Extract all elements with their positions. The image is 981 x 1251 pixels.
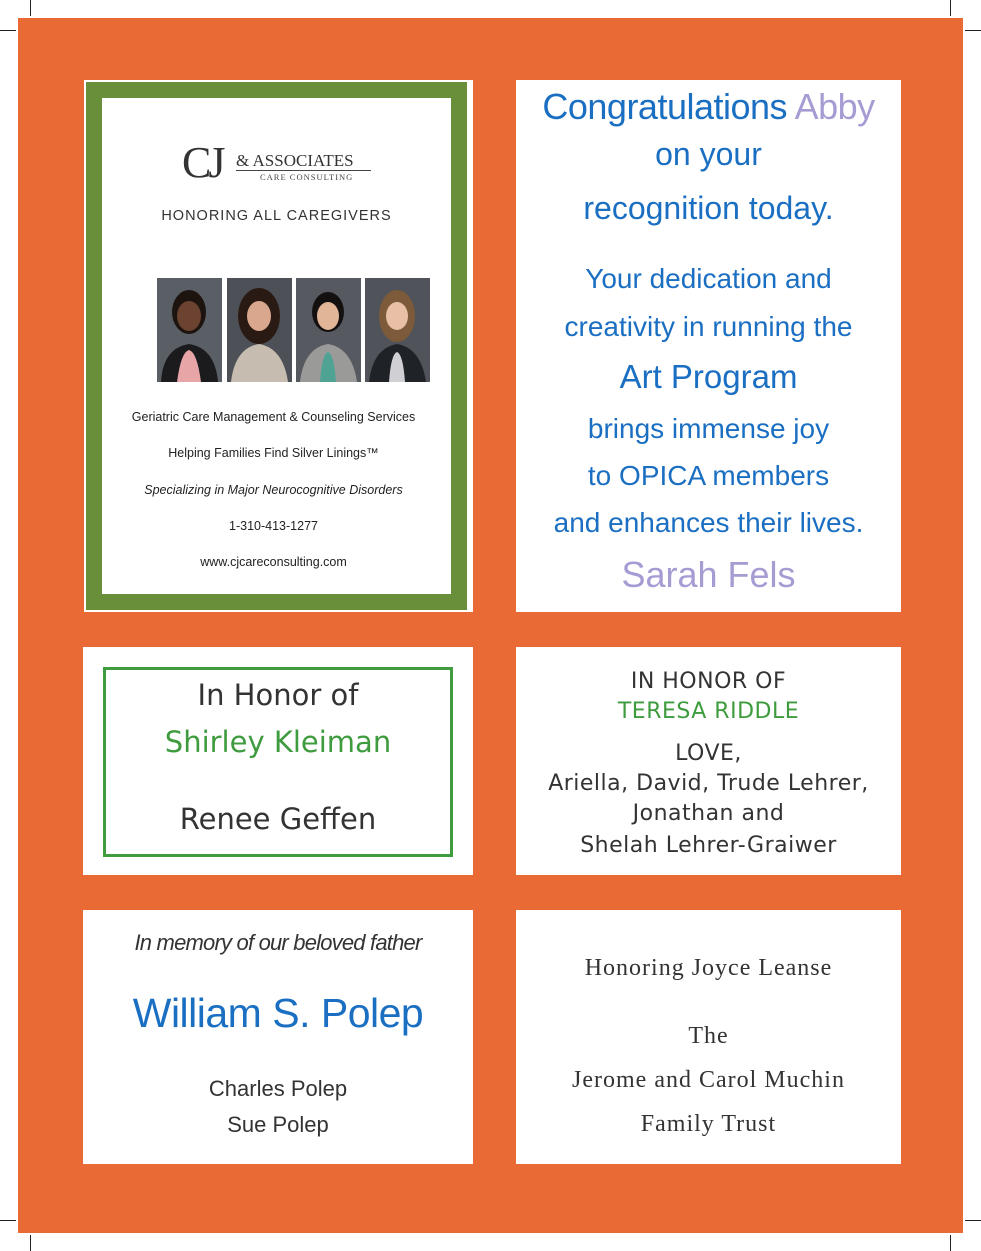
congrats-heading [516, 86, 901, 128]
caregiver-photo [365, 278, 430, 382]
donor-names: Ariella, David, Trude Lehrer, [548, 771, 869, 796]
green-border-box [103, 667, 453, 857]
congrats-line: and enhances their lives. [553, 507, 864, 538]
crop-mark [965, 30, 981, 31]
phone-number: 1-310-413-1277 [229, 519, 318, 533]
caregiver-photo [296, 278, 361, 382]
honor-heading: In Honor of [197, 678, 359, 712]
congrats-card [516, 80, 901, 612]
honoree-name: Shirley Kleiman [164, 725, 392, 759]
ad-headline: HONORING ALL CAREGIVERS [161, 208, 392, 224]
donor-names: Shelah Lehrer-Graiwer [580, 833, 837, 858]
crop-mark [30, 0, 31, 16]
logo-subtitle: CARE CONSULTING [260, 172, 354, 182]
logo-name: & ASSOCIATES [236, 151, 354, 170]
cj-associates-ad [84, 80, 473, 612]
donor-names: Jonathan and [632, 801, 785, 826]
honoree-name: William S. Polep [132, 990, 424, 1036]
tagline: Helping Families Find Silver Linings™ [168, 446, 379, 460]
honoree-name: TERESA RIDDLE [617, 699, 800, 724]
congrats-line: Your dedication and [585, 263, 832, 294]
teresa-honor-card [516, 647, 901, 875]
caregiver-photo [227, 278, 292, 382]
crop-mark [965, 1220, 981, 1221]
cj-logo [102, 138, 451, 188]
love-line: LOVE, [675, 741, 742, 766]
congrats-word: Congratulations [542, 86, 788, 127]
crop-mark [30, 1235, 31, 1251]
donor-name: Sue Polep [227, 1112, 329, 1137]
congrats-line: brings immense joy [587, 413, 830, 444]
congrats-line: creativity in running the [564, 311, 853, 342]
green-frame [86, 82, 467, 610]
shirley-honor-card [83, 647, 473, 875]
website-link[interactable]: www.cjcareconsulting.com [200, 555, 347, 569]
crop-mark [0, 30, 16, 31]
donor-line: Jerome and Carol Muchin [572, 1067, 845, 1093]
caregiver-photo [157, 278, 222, 382]
crop-mark [950, 1235, 951, 1251]
signature: Sarah Fels [621, 554, 796, 595]
donor-name: Renee Geffen [179, 802, 377, 836]
service-line: Geriatric Care Management & Counseling Services [131, 410, 416, 424]
logo-initials: CJ [182, 138, 223, 187]
program-name: Art Program [619, 358, 798, 395]
donor-line: Family Trust [640, 1111, 777, 1137]
congrats-line: on your [655, 136, 762, 172]
donor-line: The [688, 1023, 729, 1049]
joyce-honor-card [516, 910, 901, 1164]
logo-divider [236, 170, 371, 171]
honor-heading: Honoring Joyce Leanse [584, 955, 833, 981]
crop-mark [950, 0, 951, 16]
congrats-line: to OPICA members [587, 460, 830, 491]
congrats-line: recognition today. [583, 190, 834, 226]
specialty-line: Specializing in Major Neurocognitive Disorders [144, 483, 403, 497]
crop-mark [0, 1220, 16, 1221]
donor-name: Charles Polep [208, 1076, 348, 1101]
caregiver-photos [157, 278, 433, 382]
polep-memorial-card [83, 910, 473, 1164]
honor-heading: IN HONOR OF [630, 669, 787, 694]
memory-heading: In memory of our beloved father [134, 930, 422, 955]
congrats-name: Abby [794, 86, 875, 127]
